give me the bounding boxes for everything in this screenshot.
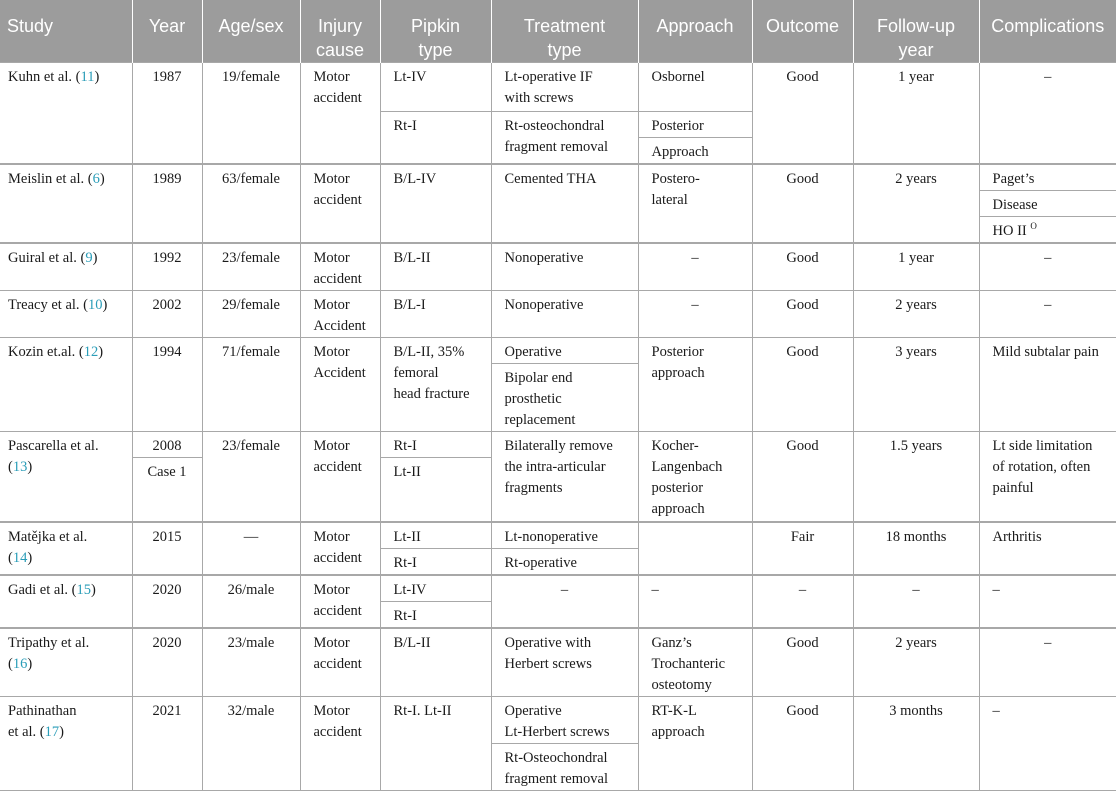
treatment-cell: Lt-operative IF with screws (491, 63, 638, 112)
header-treatment-type: Treatment type (491, 0, 638, 63)
approach-cell: Ganz’s Trochanteric osteotomy (638, 628, 752, 697)
age-sex-cell: 32/male (202, 696, 300, 790)
followup-cell: 3 years (853, 338, 979, 432)
approach-cell: – (638, 291, 752, 338)
followup-cell: 2 years (853, 164, 979, 243)
study-cell: Guiral et al. (9) (0, 243, 132, 291)
pipkin-cell: Rt-I (380, 112, 491, 165)
complications-cell: Mild subtalar pain (979, 338, 1116, 432)
header-study: Study (0, 0, 132, 63)
year-cell: 1992 (132, 243, 202, 291)
pipkin-cell: B/L-II (380, 243, 491, 291)
treatment-cell: Nonoperative (491, 291, 638, 338)
table-row (0, 291, 1116, 338)
approach-cell: Postero- lateral (638, 164, 752, 243)
followup-cell: 1 year (853, 243, 979, 291)
year-cell: 2020 (132, 628, 202, 697)
injury-cell: Motor accident (300, 696, 380, 790)
followup-cell: 1.5 years (853, 432, 979, 522)
age-sex-cell: 23/female (202, 243, 300, 291)
pipkin-cell: Rt-I (380, 601, 491, 628)
approach-cell: Posterior (638, 112, 752, 138)
reference-link[interactable]: 16 (12, 655, 28, 672)
pipkin-cell: B/L-IV (380, 164, 491, 243)
followup-cell: – (853, 575, 979, 628)
approach-cell: RT-K-L approach (638, 696, 752, 790)
followup-cell: 2 years (853, 291, 979, 338)
complications-cell: HO II $^O$ (979, 217, 1116, 244)
study-cell: Treacy et al. (10) (0, 291, 132, 338)
pipkin-cell: B/L-II, 35% femoral head fracture (380, 338, 491, 432)
followup-cell: 2 years (853, 628, 979, 697)
followup-cell: 1 year (853, 63, 979, 165)
pipkin-cell: B/L-I (380, 291, 491, 338)
study-cell: Meislin et al. (6) (0, 164, 132, 243)
outcome-cell: Good (752, 291, 853, 338)
injury-cell: Motor Accident (300, 291, 380, 338)
complications-cell: – (979, 696, 1116, 790)
approach-cell: Posterior approach (638, 338, 752, 432)
outcome-cell: Good (752, 63, 853, 165)
injury-cell: Motor accident (300, 522, 380, 575)
age-sex-cell: 26/male (202, 575, 300, 628)
treatment-cell: Rt-Osteochondral fragment removal (491, 743, 638, 790)
header-year: Year (132, 0, 202, 63)
age-sex-cell: 63/female (202, 164, 300, 243)
complications-cell: – (979, 291, 1116, 338)
reference-link[interactable]: 6 (92, 171, 100, 187)
pipkin-cell: Lt-IV (380, 575, 491, 602)
injury-cell: Motor accident (300, 63, 380, 165)
injury-cell: Motor Accident (300, 338, 380, 432)
complications-cell: Paget’s (979, 164, 1116, 191)
year-cell: 2002 (132, 291, 202, 338)
outcome-cell: Good (752, 696, 853, 790)
table-row (0, 338, 1116, 364)
reference-link[interactable]: 17 (44, 723, 60, 740)
treatment-cell: Lt-nonoperative (491, 522, 638, 549)
age-sex-cell: — (202, 522, 300, 575)
study-cell: Kuhn et al. (11) (0, 63, 132, 165)
pipkin-cell: Lt-IV (380, 63, 491, 112)
case-cell: Case 1 (132, 458, 202, 522)
outcome-cell: – (752, 575, 853, 628)
outcome-cell: Good (752, 628, 853, 697)
approach-cell: – (638, 243, 752, 291)
age-sex-cell: 23/male (202, 628, 300, 697)
approach-cell (638, 522, 752, 575)
treatment-cell: Operative Lt-Herbert screws (491, 696, 638, 743)
header-row (0, 0, 1116, 63)
approach-cell: Approach (638, 138, 752, 165)
complications-cell: – (979, 243, 1116, 291)
table-row (0, 243, 1116, 291)
followup-cell: 18 months (853, 522, 979, 575)
injury-cell: Motor accident (300, 243, 380, 291)
treatment-cell: Nonoperative (491, 243, 638, 291)
year-cell: 1987 (132, 63, 202, 165)
study-cell: Pathinathan et al. (17) (0, 696, 132, 790)
pipkin-cell: Lt-II (380, 458, 491, 522)
complications-cell: Lt side limitation of rotation, often painful (979, 432, 1116, 522)
reference-link[interactable]: 9 (85, 250, 93, 266)
approach-cell: Kocher- Langenbach posterior approach (638, 432, 752, 522)
treatment-cell: Bipolar end prosthetic replacement (491, 364, 638, 432)
study-cell: Pascarella et al. (13) (0, 432, 132, 522)
header-outcome: Outcome (752, 0, 853, 63)
approach-cell: Osbornel (638, 63, 752, 112)
age-sex-cell: 71/female (202, 338, 300, 432)
year-cell: 2020 (132, 575, 202, 628)
year-cell: 1989 (132, 164, 202, 243)
complications-cell: Disease (979, 191, 1116, 217)
treatment-cell: Rt-osteochondral fragment removal (491, 112, 638, 165)
outcome-cell: Good (752, 432, 853, 522)
year-cell: 1994 (132, 338, 202, 432)
table-row (0, 522, 1116, 549)
complications-cell: – (979, 628, 1116, 697)
study-cell: Gadi et al. (15) (0, 575, 132, 628)
header-injury-cause: Injury cause (300, 0, 380, 63)
header-age-sex: Age/sex (202, 0, 300, 63)
treatment-cell: Cemented THA (491, 164, 638, 243)
outcome-cell: Fair (752, 522, 853, 575)
reference-link[interactable]: 11 (80, 69, 95, 85)
study-cell: Tripathy et al. (16) (0, 628, 132, 697)
complications-cell: – (979, 63, 1116, 165)
age-sex-cell: 29/female (202, 291, 300, 338)
reference-link[interactable]: 14 (12, 549, 28, 566)
treatment-cell: Bilaterally remove the intra-articular fragments (491, 432, 638, 522)
year-cell: 2008 (132, 432, 202, 458)
pipkin-cell: Rt-I (380, 432, 491, 458)
pipkin-cell: Rt-I. Lt-II (380, 696, 491, 790)
reference-link[interactable]: 12 (83, 344, 99, 360)
header-pipkin-type: Pipkin type (380, 0, 491, 63)
injury-cell: Motor accident (300, 628, 380, 697)
followup-cell: 3 months (853, 696, 979, 790)
pipkin-cell: B/L-II (380, 628, 491, 697)
table-row (0, 628, 1116, 697)
outcome-cell: Good (752, 243, 853, 291)
study-cell: Kozin et.al. (12) (0, 338, 132, 432)
pipkin-cell: Lt-II (380, 522, 491, 549)
age-sex-cell: 19/female (202, 63, 300, 165)
table-row (0, 164, 1116, 191)
year-cell: 2021 (132, 696, 202, 790)
header-complications: Complications (979, 0, 1116, 63)
age-sex-cell: 23/female (202, 432, 300, 522)
year-cell: 2015 (132, 522, 202, 575)
injury-cell: Motor accident (300, 575, 380, 628)
pipkin-cell: Rt-I (380, 548, 491, 575)
treatment-cell: – (491, 575, 638, 628)
treatment-cell: Rt-operative (491, 548, 638, 575)
reference-link[interactable]: 10 (88, 297, 103, 313)
outcome-cell: Good (752, 164, 853, 243)
header-followup: Follow-up year (853, 0, 979, 63)
outcome-cell: Good (752, 338, 853, 432)
reference-link[interactable]: 15 (76, 581, 91, 598)
complications-cell: – (979, 575, 1116, 628)
reference-link[interactable]: 13 (12, 459, 28, 475)
approach-cell: – (638, 575, 752, 628)
table-row (0, 63, 1116, 87)
injury-cell: Motor accident (300, 164, 380, 243)
treatment-cell: Operative with Herbert screws (491, 628, 638, 697)
complications-cell: Arthritis (979, 522, 1116, 575)
treatment-cell: Operative (491, 338, 638, 364)
table-row (0, 432, 1116, 458)
table-row (0, 575, 1116, 602)
injury-cell: Motor accident (300, 432, 380, 522)
header-approach: Approach (638, 0, 752, 63)
study-cell: Matějka et al. (14) (0, 522, 132, 575)
table-row (0, 696, 1116, 743)
